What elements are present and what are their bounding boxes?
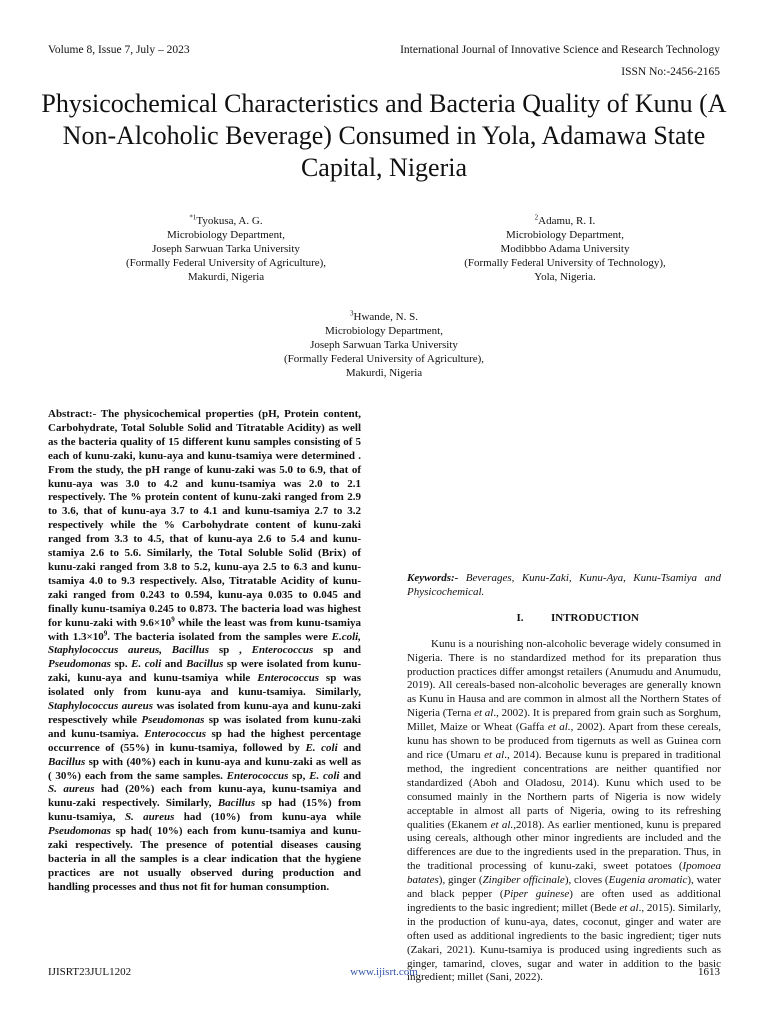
author-1-line: Microbiology Department,: [167, 229, 285, 241]
intro-text: ), cloves (: [564, 874, 609, 887]
paper-title: Physicochemical Characteristics and Bacteria Quality of Kunu (A Non-Alcoholic Beverage) Consumed in Yola, Adamawa State Capital, Nigeria: [41, 89, 727, 182]
author-3-sup: 3: [350, 309, 354, 318]
intro-text: ., 2002). It is prepared from grain such as Sorghum, Millet, Maize or Wheat (Gaffa: [407, 707, 722, 734]
intro-text: ,2018). As earlier mentioned, kunu is prepared using cereals, although other minor ingredients are included and the differences are due to the ingredients used in the preparation. Thus, in the traditional processing of kunu-zaki, sweet potatoes (: [407, 818, 722, 873]
abstract-species: E. coli: [305, 741, 338, 754]
author-3-name: Hwande, N. S.: [353, 311, 418, 323]
abstract-species: Enterococcus: [257, 672, 319, 685]
intro-text: ), ginger (: [438, 874, 483, 887]
intro-italic: et al: [619, 901, 639, 914]
abstract-text: was isolated from kunu-aya and kunu-zaki respesctively while: [48, 700, 361, 726]
abstract-species: Pseudomonas: [48, 658, 111, 671]
keywords: [407, 572, 721, 600]
abstract-species: Pseudomonas: [48, 825, 111, 838]
author-3: [214, 310, 554, 380]
author-2-line: Modibbbo Adama University: [500, 243, 630, 255]
abstract-text: and: [337, 741, 361, 754]
abstract-text: sp,: [288, 769, 310, 782]
author-3-line: Makurdi, Nigeria: [345, 367, 423, 379]
abstract-species: S. aureus: [124, 811, 175, 824]
abstract-species: Enterococcus: [226, 769, 289, 782]
abstract-text: sp were isolated from kunu-zaki, kunu-aya and kunu-tsamiya while: [48, 658, 361, 685]
article-code: IJISRT23JUL1202: [48, 966, 132, 978]
author-3-line: (Formally Federal University of Agriculture),: [283, 353, 485, 365]
abstract-text: sp had the highest percentage occurrence of (55%) in kunu-tsamiya, followed by: [48, 727, 361, 754]
abstract-column: [48, 408, 361, 895]
right-column: [407, 572, 721, 985]
abstract-label: Abstract:-: [48, 408, 97, 420]
abstract-text: sp was isolated only from kunu-aya and kunu-tsamiya. Similarly,: [48, 672, 361, 699]
abstract-species: Bacillus: [48, 755, 86, 768]
author-3-line: Joseph Sarwuan Tarka University: [310, 339, 458, 351]
author-1-name: Tyokusa, A. G.: [196, 215, 263, 227]
abstract-text: while the least was from kunu-tsamiya with 1.3×10: [48, 616, 361, 643]
intro-italic: Ipomoea batates: [407, 860, 721, 887]
journal-url[interactable]: www.ijisrt.com: [350, 966, 418, 978]
abstract-species: Bacillus: [217, 797, 256, 810]
abstract-species: E. coli: [309, 769, 340, 782]
author-1-line: (Formally Federal University of Agriculture),: [125, 257, 327, 269]
page-number: 1613: [698, 966, 720, 978]
abstract-species: Pseudomonas: [141, 713, 205, 726]
section-heading: [407, 612, 721, 626]
abstract-text: sp and: [313, 644, 361, 657]
author-2-line: (Formally Federal University of Technology),: [464, 257, 666, 269]
author-1-line: Makurdi, Nigeria: [187, 271, 265, 283]
intro-text: ) are often used as additional ingredients to the basic ingredient; millet (Bede: [407, 888, 721, 914]
section-number: I.: [516, 611, 524, 624]
abstract-text: and: [339, 769, 361, 782]
section-title: INTRODUCTION: [550, 611, 639, 624]
author-1-line: Joseph Sarwuan Tarka University: [152, 243, 300, 255]
abstract-species: E.coli, Staphylococcus aureus, Bacillus: [48, 630, 361, 657]
author-1-sup: *1: [189, 213, 197, 222]
abstract-species: E. coli: [131, 658, 162, 671]
abstract-text: sp had( 10%) each from kunu-tsamiya and kunu-zaki respectively. The presence of potential diseases causing bacteria in all the samples is a clear indication that the hygiene practices are not usually observed during production and handling processes and thus not fit for human consumption.: [48, 825, 361, 893]
author-2-sup: 2: [534, 213, 539, 222]
abstract-text: sp ,: [209, 644, 252, 657]
abstract-text: and: [161, 658, 187, 671]
author-2-name: Adamu, R. I.: [538, 215, 596, 227]
intro-text: ., 2014). Because kunu is prepared in traditional method, the ingredient concentrations are neither quantified nor standardized (Aboh and Oladosu, 2014). Kunu which used to be consumed mainly in the Northern parts of Nigeria is now widely acceptable in almost all parts of Nigeria, owing to its refreshing qualities (Ekanem: [407, 748, 722, 831]
author-1: [96, 214, 356, 284]
intro-italic: Eugenia aromatic: [608, 874, 688, 887]
issn: ISSN No:-2456-2165: [621, 66, 720, 78]
journal-name: International Journal of Innovative Science and Research Technology: [400, 44, 720, 56]
intro-text: , 2002). Apart from these cereals, kunu has shown to be produced from tigernuts as well as Guinea corn and rice (Umaru: [407, 721, 721, 761]
intro-italic: Zingiber officinale: [482, 874, 565, 887]
volume-info: Volume 8, Issue 7, July – 2023: [48, 44, 190, 56]
abstract-species: Enterococcus: [251, 644, 314, 657]
abstract-text: had (20%) each from kunu-aya, kunu-tsamiya and kunu-zaki respectively. Similarly,: [48, 783, 362, 810]
intro-italic: et al.: [490, 818, 514, 831]
author-2-line: Microbiology Department,: [506, 229, 624, 241]
author-3-line: Microbiology Department,: [325, 325, 443, 337]
abstract-sup: 9: [103, 628, 108, 637]
abstract-text: . The bacteria isolated from the samples were: [107, 630, 332, 643]
abstract-sup: 9: [171, 614, 175, 623]
abstract-species: Staphylococcus aureus: [48, 700, 153, 713]
intro-text: Kunu is a nourishing non-alcoholic beverage widely consumed in Nigeria. There is no standardized method for its preparation thus production practices differ amongst retailers (Anumudu and Anumudu, 2019). All cereals-based non-alcoholic beverages are generally known as Kunu in Hausa and are common in almost all the Northern States of Nigeria (Terna: [407, 637, 721, 720]
intro-italic: et al: [484, 748, 505, 761]
abstract: [48, 408, 361, 895]
intro-italic: et al.: [547, 721, 571, 734]
intro-text: ., 2015). Similarly, in the production of kunu-aya, dates, coconut, ginger and water are often used as additional ingredients to the basic ingredient; tiger nuts (Zakari, 2021). Kunu-tsamiya is produced using ingredients such as ginger, tamarind, cloves, sugar and water in addition to the basic ingredient; millet (Sani, 2022).: [407, 901, 721, 984]
keywords-text: Beverages, Kunu-Zaki, Kunu-Aya, Kunu-Tsamiya and Physicochemical.: [407, 572, 722, 598]
author-2-line: Yola, Nigeria.: [534, 271, 596, 283]
abstract-text: sp.: [110, 658, 132, 671]
intro-text: ), water and black pepper (: [407, 874, 721, 901]
abstract-text: sp with (40%) each in kunu-aya and kunu-zaki as well as ( 30%) each from the same samples.: [48, 755, 361, 782]
abstract-text: The physicochemical properties (pH, Protein content, Carbohydrate, Total Soluble Solid and Titratable Acidity) as well as the bacteria quality of 15 different kunu samples consisting of 5 each of kunu-zaki, kunu-aya and kunu-tsamiya were determined . From the study, the pH range of kunu-zaki was 5.0 to 6.9, that of kunu-aya was 3.0 to 4.2 and kunu-tsamiya was 2.0 to 2.1 respectively. The % protein content of kunu-zaki ranged from 2.9 to 3.6, that of kunu-aya 3.7 to 4.1 and kunu-tsamiya 2.7 to 3.2 respectively while the % Carbohydrate content of kunu-zaki ranged from 3.3 to 4.5, that of kunu-aya 2.6 to 5.4 and kunu-stamiya 2.6 to 5.6. Similarly, the Total Soluble Solid (Brix) of kunu-zaki ranged from 3.8 to 5.2, kunu-aya 2.5 to 6.3 and kunu-tsamiya 4.0 to 9.3 respectively. Also, Titratable Acidity of kunu-zaki ranged from 0.243 to 0.594, kunu-aya 0.035 to 0.045 and finally kunu-tsamiya 0.245 to 0.873. The bacteria load was highest for kunu-zaki with 9.6×10: [48, 408, 361, 629]
abstract-text: had (10%) from kunu-aya while: [174, 811, 362, 824]
abstract-species: S. aureus: [48, 783, 95, 796]
author-2: [430, 214, 700, 284]
intro-italic: Piper guinese: [503, 888, 570, 901]
abstract-species: Enterococcus: [144, 727, 206, 740]
abstract-text: sp had (15%) from kunu-tsamiya,: [48, 797, 361, 824]
intro-italic: et al: [474, 707, 494, 720]
intro-paragraph: [407, 638, 721, 986]
keywords-label: Keywords:-: [407, 572, 459, 584]
abstract-text: sp was isolated from kunu-zaki and kunu-tsamiya.: [48, 713, 361, 740]
abstract-species: Bacillus: [186, 658, 224, 671]
